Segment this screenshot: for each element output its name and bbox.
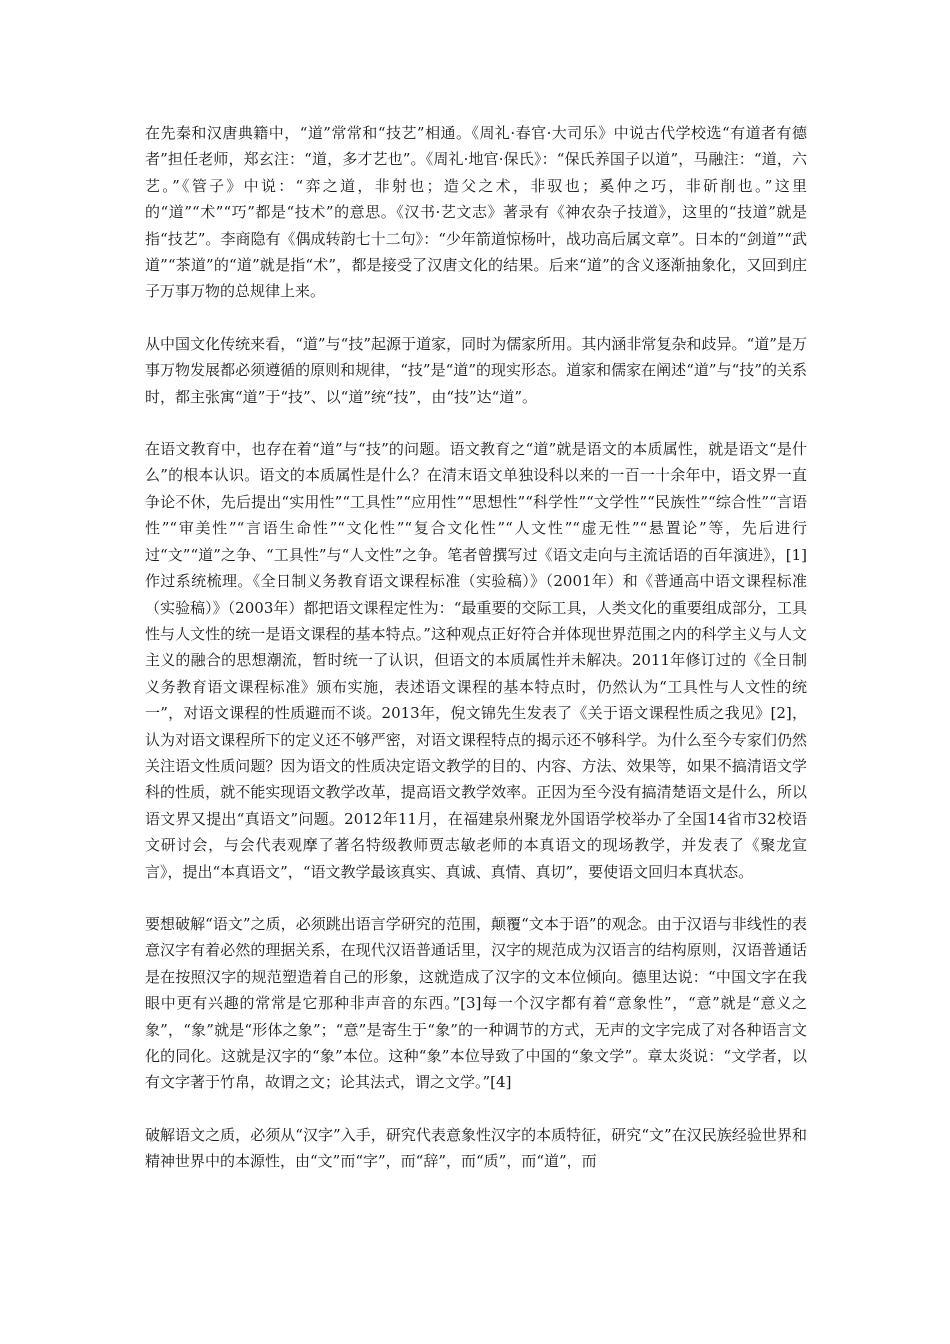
paragraph-2: 从中国文化传统来看，“道”与“技”起源于道家，同时为儒家所用。其内涵非常复杂和歧异。“道”是万事万物发展都必须遵循的原则和规律，“技”是“道”的现实形态。道家和儒家在阐述“道”与“技”的关系时，都主张寓“道”于“技”、以“道”统“技”，由“技”达“道”。	[145, 334, 807, 406]
document-page	[145, 120, 807, 1201]
paragraph-1: 在先秦和汉唐典籍中，“道”常常和“技艺”相通。《周礼·春官·大司乐》中说古代学校选“有道者有德者”担任老师，郑玄注：“道，多才艺也”。《周礼·地官·保氏》：“保氏养国子以道”，马融注：“道，六艺。”《管子》中说：“弈之道，非射也；造父之术，非驭也；奚仲之巧，非斫削也。”这里的“道”“术”“巧”都是“技术”的意思。《汉书·艺文志》著录有《神农杂子技道》，这里的“技道”就是指“技艺”。李商隐有《偶成转韵七十二句》：“少年箭道惊杨叶，战功高后属文章”。日本的“剑道”“武道”“茶道”的“道”就是指“术”，都是接受了汉唐文化的结果。后来“道”的含义逐渐抽象化，又回到庄子万事万物的总规律上来。	[145, 124, 807, 301]
paragraph-4: 要想破解“语文”之质，必须跳出语言学研究的范围，颠覆“文本于语”的观念。由于汉语与非线性的表意汉字有着必然的理据关系，在现代汉语普通话里，汉字的规范成为汉语言的结构原则，汉语普通话是在按照汉字的规范塑造着自己的形象，这就造成了汉字的文本位倾向。德里达说：“中国文字在我眼中更有兴趣的常常是它那种非声音的东西。”[3]每一个汉字都有着“意象性”，“意”就是“意义之象”，“象”就是“形体之象”；“意”是寄生于“象”的一种调节的方式，无声的文字完成了对各种语言文化的同化。这就是汉字的“象”本位。这种“象”本位导致了中国的“象文学”。章太炎说：“文学者，以有文字著于竹帛，故谓之文；论其法式，谓之文学。”[4]	[145, 914, 807, 1092]
paragraph-5: 破解语文之质，必须从“汉字”入手，研究代表意象性汉字的本质特征，研究“文”在汉民族经验世界和精神世界中的本源性，由“文”而“字”，而“辞”，而“质”，而“道”，而	[145, 1125, 807, 1171]
paragraph-3: 在语文教育中，也存在着“道”与“技”的问题。语文教育之“道”就是语文的本质属性，就是语文“是什么”的根本认识。语文的本质属性是什么？在清末语文单独设科以来的一百一十余年中，语文界一直争论不休，先后提出“实用性”“工具性”“应用性”“思想性”“科学性”“文学性”“民族性”“综合性”“言语性”“审美性”“言语生命性”“文化性”“复合文化性”“人文性”“虚无性”“悬置论”等，先后进行过“文”“道”之争、“工具性”与“人文性”之争。笔者曾撰写过《语文走向与主流话语的百年演进》，[1]作过系统梳理。《全日制义务教育语文课程标准（实验稿）》（2001年）和《普通高中语文课程标准（实验稿）》（2003年）都把语文课程定性为：“最重要的交际工具，人类文化的重要组成部分，工具性与人文性的统一是语文课程的基本特点。”这种观点正好符合并体现世界范围之内的科学主义与人文主义的融合的思想潮流，暂时统一了认识，但语文的本质属性并未解决。2011年修订过的《全日制义务教育语文课程标准》颁布实施，表述语文课程的基本特点时，仍然认为“工具性与人文性的统一”，对语文课程的性质避而不谈。2013年，倪文锦先生发表了《关于语文课程性质之我见》[2]，认为对语文课程所下的定义还不够严密，对语文课程特点的揭示还不够科学。为什么至今专家们仍然关注语文性质问题？因为语文的性质决定语文教学的目的、内容、方法、效果等，如果不搞清语文学科的性质，就不能实现语文教学改革，提高语文教学效率。正因为至今没有搞清楚语文是什么，所以语文界又提出“真语文”问题。2012年11月，在福建泉州聚龙外国语学校举办了全国14省市32校语文研讨会，与会代表观摩了著名特级教师贾志敏老师的本真语文的现场教学，并发表了《聚龙宣言》，提出“本真语文”，“语文教学最该真实、真诚、真情、真切”，要使语文回归本真状态。	[145, 440, 807, 881]
